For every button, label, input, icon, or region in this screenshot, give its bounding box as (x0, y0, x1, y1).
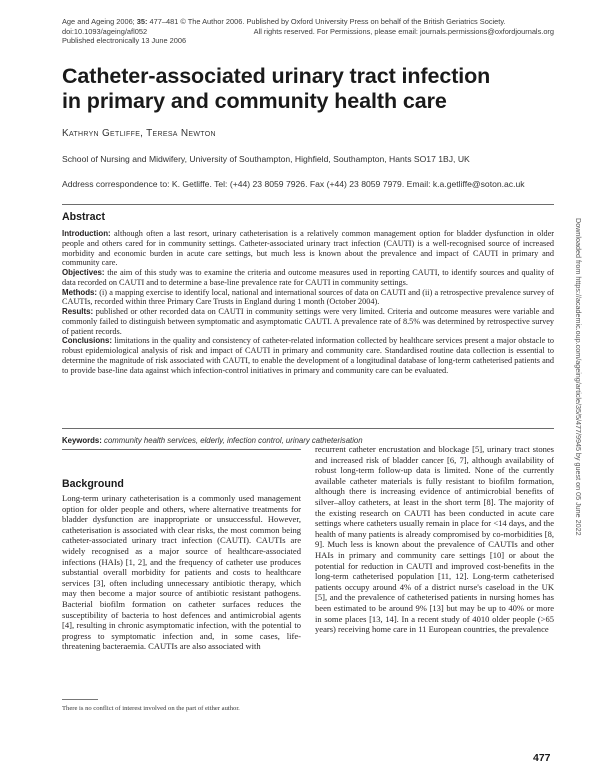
journal-citation: Age and Ageing 2006; 35: 477–481 © The Author 2006. Published by Oxford University Press on behalf of the British Geriatrics Society. (62, 17, 506, 26)
abstract-results: Results: published or other recorded data on CAUTI in community settings were very limited. Criteria and outcome measures were variable and commonly failed to distinguish between symptomatic and asymptomatic CAUTI. A prevalence rate of 8.5% was determined by retrospective survey of patient records. (62, 307, 554, 336)
publication-date: Published electronically 13 June 2006 (62, 36, 187, 46)
background-left-column: Long-term urinary catheterisation is a commonly used management option for older people and others, where alternative treatments for bladder dysfunction are inappropriate or unsuccessful. However, catheterisation is associated with clear risks, the most common being catheter-associated urinary tract infection (CAUTI). CAUTIs are widely recognised as a major source of healthcare-associated infections (HAIs) [1, 2], and the frequency of catheter use produces substantial overall morbidity for patients and costs to healthcare services [3], often including unnecessary antibiotic therapy, which may then become a major source of antibiotic resistant pathogens. Bacterial biofilm formation on catheter surfaces reduces the susceptibility of bacteria to host defences and antimicrobial agents [4], resulting in chronic asymptomatic infection, with the potential to progress to symptomatic infection and, in some cases, life-threatening bacteraemia. CAUTIs are also associated with (62, 493, 301, 652)
footnote-rule (62, 699, 98, 700)
title-line-1: Catheter-associated urinary tract infection (62, 64, 491, 88)
authors: Kathryn Getliffe, Teresa Newton (62, 128, 216, 139)
affiliation: School of Nursing and Midwifery, University of Southampton, Highfield, Southampton, Hants SO17 1BJ, UK (62, 154, 470, 164)
doi[interactable]: doi:10.1093/ageing/afl052 (62, 26, 148, 36)
journal-header (62, 17, 554, 46)
title-line-2: in primary and community health care (62, 89, 447, 113)
abstract-conclusions: Conclusions: limitations in the quality and consistency of catheter-related information collected by healthcare services present a major obstacle to robust epidemiological analysis of risk and impact of CAUTI in primary and community care. Standardised routine data collection is essential to determine the magnitude of risk associated with CAUTI, to enable the development of a longitudinal database of long-term catheterised patients and to provide base-line data against which infection-control initiatives in primary and community care can be evaluated. (62, 336, 554, 375)
abstract-objectives: Objectives: the aim of this study was to examine the criteria and outcome measures used in reporting CAUTI, to identify sources and quality of data recorded on CAUTI and to determine a base-line prevalence rate for CAUTI in community settings. (62, 268, 554, 287)
abstract-top-rule (62, 204, 554, 205)
correspondence-address: Address correspondence to: K. Getliffe. Tel: (+44) 23 8059 7926. Fax (+44) 23 8059 7979. Email: k.a.getliffe@soton.ac.uk (62, 179, 525, 189)
article-title (62, 64, 542, 114)
footnote: There is no conflict of interest involved on the part of either author. (62, 705, 240, 712)
background-right-column: recurrent catheter encrustation and blockage [5], urinary tract stones and increased risk of bladder cancer [6, 7], although availability of robust long-term follow-up data is limited. None of the currently available catheter materials is fully resistant to biofilm formation, although there is increasing evidence of antimicrobial benefits of silver–alloy catheters, at least in the short term [8]. The majority of the existing research on CAUTI has been conducted in acute care settings where catheters usually remain in place for <14 days, and the health of many patients is already compromised by co-morbidities [8, 9]. Much less is known about the prevalence of CAUTIs and other HAIs in primary and community care settings [10] or about the potential for reduction in CAUTI and improved cost-benefits in the long-term catheterised population [11, 12]. Long-term catheterised patients occupy around 4% of a district nurse's caseload in the UK [5], and the prevalence of catheterised patients in nursing homes has been estimated to be around 9% [13] but may be up to 40% or more in some places [13, 14]. In a recent study of 4010 older people (>65 years) receiving home care in 11 European countries, the prevalence (315, 444, 554, 635)
abstract-body (62, 229, 554, 375)
download-watermark-text: Downloaded from https://academic.oup.com/ageing/article/35/5/477/9945 by guest on 05 June 2022 (574, 218, 583, 536)
keywords: Keywords: community health services, elderly, infection control, urinary catheterisation (62, 436, 363, 445)
keywords-bottom-rule (62, 449, 301, 450)
download-watermark (572, 218, 584, 618)
keywords-top-rule (62, 428, 554, 429)
background-heading: Background (62, 478, 124, 490)
abstract-introduction: Introduction: although often a last resort, urinary catheterisation is a relatively common management option for bladder dysfunction in older people and others cared for in community settings. Catheter-associated urinary tract infection (CAUTI) is a well-recognised source of increased morbidity and economic burden in acute care settings, but much less is known about the prevalence and impact of CAUTI in primary and community care. (62, 229, 554, 268)
abstract-methods: Methods: (i) a mapping exercise to identify local, national and international sources of data on CAUTI and (ii) a retrospective prevalence survey of CAUTIs, recorded within three Primary Care Trusts in England during 1 month (October 2004). (62, 287, 554, 307)
rights-notice: All rights reserved. For Permissions, please email: journals.permissions@oxfordjournals.org (253, 26, 554, 36)
page-number: 477 (533, 752, 551, 764)
abstract-heading: Abstract (62, 211, 105, 223)
